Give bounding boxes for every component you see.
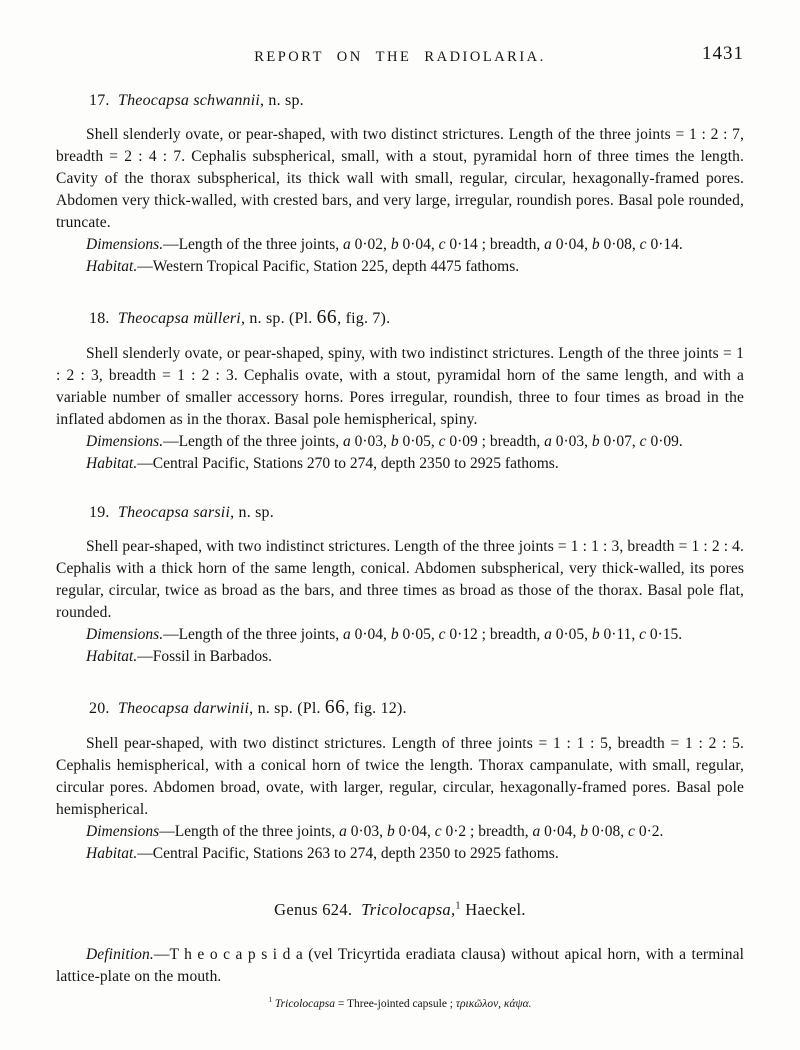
species-heading-19: 19. Theocapsa sarsii, n. sp. bbox=[89, 504, 274, 521]
genus-heading: Genus 624. Tricolocapsa,$^1$ Haeckel. bbox=[274, 900, 526, 919]
species-dimensions-20: Dimensions—Length of the three joints, a 0·03, b 0·04, c 0·2 ; breadth, a 0·04, b 0·08, c 0·2. bbox=[86, 823, 664, 840]
page-title: REPORT ON THE RADIOLARIA. bbox=[254, 49, 546, 65]
species-description-19: Shell pear-shaped, with two indistinct strictures. Length of the three joints = 1 : 1 : 3, breadth = 1 : 2 : 4. Cephalis with a thick horn of the same length, conical. Abdomen subspherical, very thick-walled, its pores regular, circular, twice as broad as the bars, and three times as broad as those of the thorax. Basal pole flat, rounded. bbox=[56, 538, 744, 621]
species-heading-20: 20. Theocapsa darwinii, n. sp. (Pl. 66, fig. 12). bbox=[89, 697, 407, 718]
species-section-20 bbox=[56, 697, 744, 865]
species-description-17: Shell slenderly ovate, or pear-shaped, with two distinct strictures. Length of the three joints = 1 : 2 : 7, breadth = 2 : 4 : 7. Cephalis subspherical, small, with a stout, pyramidal horn of three times the length. Cavity of the thorax subspherical, its thick wall with small, regular, circular, hexagonally-framed pores. Abdomen very thick-walled, with crested bars, and very large, irregular, roundish pores. Basal pole rounded, truncate. bbox=[56, 126, 744, 231]
species-description-20: Shell pear-shaped, with two distinct strictures. Length of three joints = 1 : 1 : 5, breadth = 1 : 2 : 5. Cephalis hemispherical, with a conical horn of twice the length. Thorax campanulate, with small, regular, circular pores. Abdomen broad, ovate, with larger, regular, circular, hexagonally-framed pores. Basal pole hemispherical. bbox=[56, 735, 744, 818]
species-habitat-17: Habitat.—Western Tropical Pacific, Station 225, depth 4475 fathoms. bbox=[86, 258, 520, 275]
species-dimensions-17: Dimensions.—Length of the three joints, a 0·02, b 0·04, c 0·14 ; breadth, a 0·04, b 0·08, c 0·14. bbox=[86, 236, 683, 253]
species-habitat-19: Habitat.—Fossil in Barbados. bbox=[86, 648, 273, 665]
species-habitat-20: Habitat.—Central Pacific, Stations 263 to 274, depth 2350 to 2925 fathoms. bbox=[86, 845, 559, 862]
species-dimensions-18: Dimensions.—Length of the three joints, a 0·03, b 0·05, c 0·09 ; breadth, a 0·03, b 0·07, c 0·09. bbox=[86, 433, 683, 450]
page-number: 1431 bbox=[702, 43, 744, 64]
species-section-18 bbox=[56, 307, 744, 475]
species-section-19 bbox=[56, 504, 744, 668]
species-dimensions-19: Dimensions.—Length of the three joints, a 0·04, b 0·05, c 0·12 ; breadth, a 0·05, b 0·11, c 0·15. bbox=[86, 626, 683, 643]
running-head bbox=[56, 43, 744, 68]
species-section-17 bbox=[56, 92, 744, 278]
species-description-18: Shell slenderly ovate, or pear-shaped, spiny, with two indistinct strictures. Length of the three joints = 1 : 2 : 3, breadth = 1 : 2 : 3. Cephalis ovate, with a stout, pyramidal horn of the same length, and with a variable number of smaller accessory horns. Pores irregular, roundish, three to four times as broad in the inflated abdomen as in the thorax. Basal pole hemispherical, spiny. bbox=[56, 345, 744, 428]
footnote: $^1$ Tricolocapsa = Three-jointed capsule ; τρικῶλον, κάψα. bbox=[268, 996, 532, 1010]
species-heading-17: 17. Theocapsa schwannii, n. sp. bbox=[89, 92, 304, 109]
genus-definition: Definition.—T h e o c a p s i d a (vel Tricyrtida eradiata clausa) without apical horn, with a terminal lattice-plate on the mouth. bbox=[56, 946, 744, 985]
species-heading-18: 18. Theocapsa mülleri, n. sp. (Pl. 66, fig. 7). bbox=[89, 307, 391, 328]
species-habitat-18: Habitat.—Central Pacific, Stations 270 to 274, depth 2350 to 2925 fathoms. bbox=[86, 455, 559, 472]
